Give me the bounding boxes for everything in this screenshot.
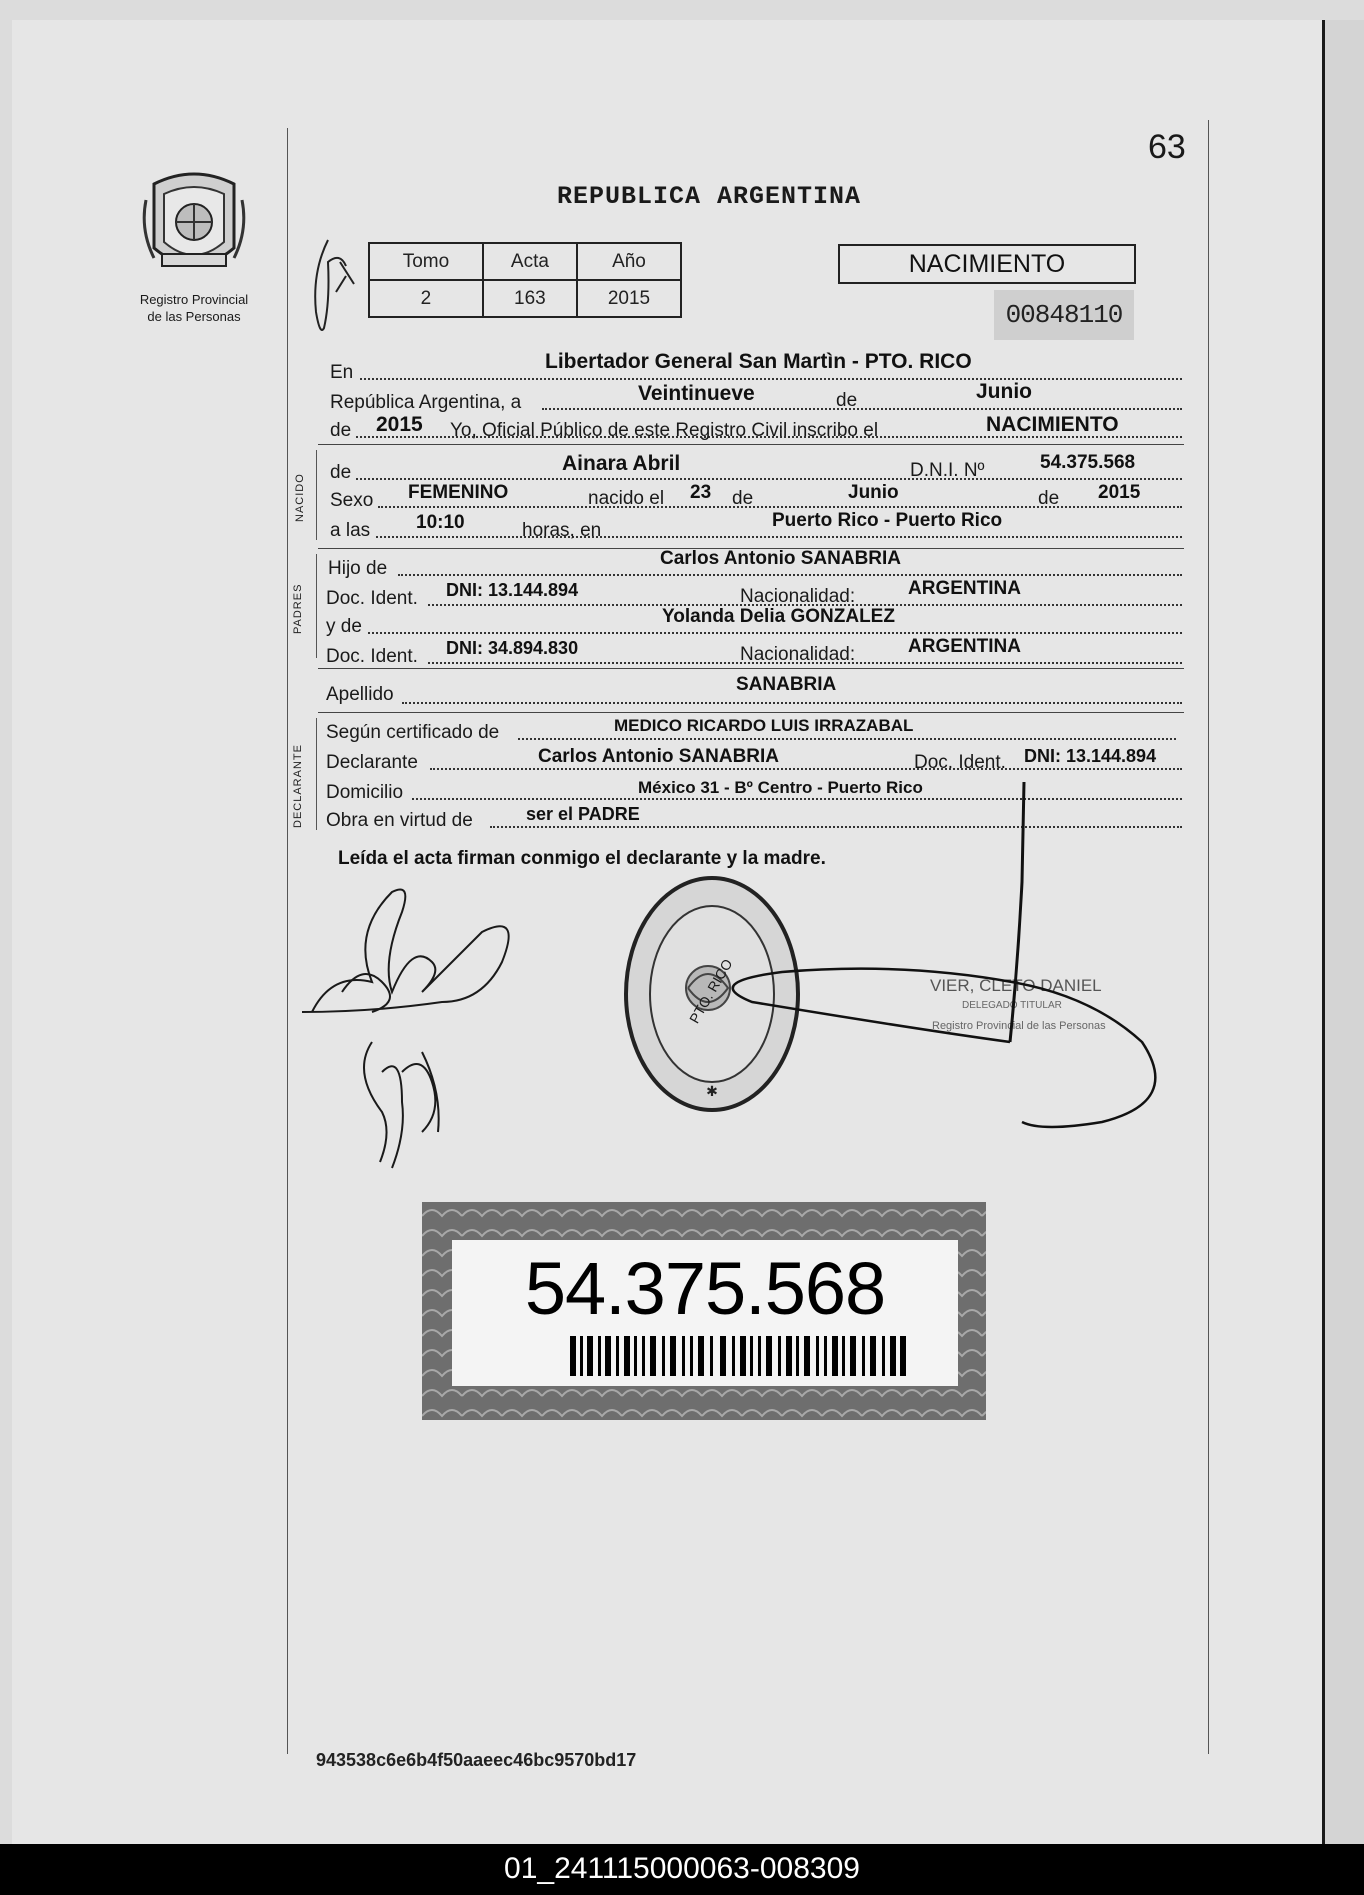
dotted-line	[376, 536, 1182, 538]
serial-number: 00848110	[1005, 300, 1123, 330]
birth-time-value: 10:10	[416, 512, 465, 533]
record-type: NACIMIENTO	[908, 250, 1066, 278]
document-hash: 943538c6e6b4f50aaeec46bc9570bd17	[316, 1750, 637, 1770]
horas-label: horas, en	[522, 520, 602, 541]
value-acta: 163	[483, 280, 577, 317]
dni-sticker	[422, 1202, 986, 1420]
header-tomo: Tomo	[369, 243, 483, 280]
officer-signature	[722, 782, 1172, 1132]
left-margin-line	[287, 128, 288, 1754]
officer-office: Registro Provincial de las Personas	[932, 1020, 1106, 1032]
dotted-line	[518, 738, 1176, 740]
nacido-de-label: de	[330, 462, 352, 483]
hijo-de-label: Hijo de	[328, 558, 388, 579]
declarant-signatures	[292, 872, 532, 1172]
section-divider	[318, 668, 1184, 669]
record-type-box	[838, 244, 1136, 284]
dotted-line	[356, 478, 1182, 480]
domicilio-value: México 31 - Bº Centro - Puerto Rico	[638, 778, 923, 797]
footer-id: 01_241115000063-008309	[504, 1852, 860, 1885]
adjacent-page-edge	[1322, 20, 1364, 1844]
right-margin-line	[1208, 120, 1209, 1754]
father-nationality-value: ARGENTINA	[908, 578, 1021, 599]
apellido-label: Apellido	[326, 684, 394, 705]
padres-section-label: PADRES	[292, 583, 304, 634]
province-emblem	[140, 170, 248, 288]
header-ano: Año	[577, 243, 681, 280]
father-doc-value: DNI: 13.144.894	[446, 580, 579, 600]
dotted-line	[368, 632, 1182, 634]
header-acta: Acta	[483, 243, 577, 280]
a-las-label: a las	[330, 520, 371, 541]
republica-label: República Argentina, a	[330, 392, 522, 413]
father-name-value: Carlos Antonio SANABRIA	[660, 548, 902, 569]
officer-title: DELEGADO TITULAR	[962, 1000, 1062, 1011]
nacido-el-label: nacido el	[588, 488, 665, 509]
closing-text: Leída el acta firman conmigo el declarante y la madre.	[338, 848, 826, 869]
value-ano: 2015	[577, 280, 681, 317]
y-de-label: y de	[326, 616, 362, 637]
nacido-section-label: NACIDO	[294, 473, 306, 522]
sticker-dni-number: 54.375.568	[524, 1247, 886, 1330]
day-words-value: Veintinueve	[638, 382, 755, 405]
dotted-line	[360, 378, 1182, 380]
initials-signature	[310, 232, 360, 338]
father-nationality-label: Nacionalidad:	[740, 586, 856, 607]
sex-value: FEMENINO	[408, 482, 509, 503]
child-name-value: Ainara Abril	[562, 452, 681, 475]
record-word-value: NACIMIENTO	[986, 413, 1119, 436]
father-doc-label: Doc. Ident.	[326, 588, 418, 609]
obra-value: ser el PADRE	[526, 804, 640, 824]
registry-label-line2: de las Personas	[147, 309, 241, 324]
section-bracket	[316, 554, 317, 658]
declarante-doc-label: Doc. Ident.	[914, 752, 1006, 773]
page-number: 63	[1148, 128, 1186, 166]
en-label: En	[330, 362, 354, 383]
apellido-value: SANABRIA	[736, 674, 837, 695]
dni-label: D.N.I. Nº	[910, 460, 985, 481]
declarante-doc-value: DNI: 13.144.894	[1024, 746, 1157, 766]
birth-year-value: 2015	[1098, 482, 1141, 503]
officer-text: Yo, Oficial Público de este Registro Civil inscribo el	[450, 420, 879, 441]
section-bracket	[316, 450, 317, 540]
seal-inner-text: PTO. RICO	[686, 956, 736, 1026]
place-value: Libertador General San Martìn - PTO. RICO	[545, 350, 972, 373]
sexo-label: Sexo	[330, 490, 374, 511]
certificado-label: Según certificado de	[326, 722, 500, 743]
declarante-section-label: DECLARANTE	[292, 744, 304, 828]
serial-number-box	[994, 290, 1134, 340]
svg-text:✱: ✱	[706, 1083, 718, 1099]
registry-label-line1: Registro Provincial	[139, 292, 249, 307]
country-title: REPUBLICA ARGENTINA	[557, 182, 862, 211]
dotted-line	[430, 768, 1182, 770]
de-label-3: de	[1038, 488, 1060, 509]
mother-doc-value: DNI: 34.894.830	[446, 638, 579, 658]
child-dni-value: 54.375.568	[1040, 452, 1136, 473]
year-prefix-label: de	[330, 420, 352, 441]
mother-name-value: Yolanda Delia GONZALEZ	[662, 606, 895, 627]
year-value: 2015	[376, 413, 423, 436]
section-bracket	[316, 718, 317, 830]
sticker-label	[452, 1240, 958, 1386]
value-tomo: 2	[369, 280, 483, 317]
obra-label: Obra en virtud de	[326, 810, 473, 831]
birth-place-value: Puerto Rico - Puerto Rico	[772, 510, 1003, 531]
section-divider	[318, 444, 1184, 445]
mother-nationality-label: Nacionalidad:	[740, 644, 856, 665]
footer-bar	[0, 1844, 1364, 1895]
section-divider	[318, 712, 1184, 713]
dotted-line	[378, 506, 1182, 508]
declarante-label: Declarante	[326, 752, 418, 773]
birth-day-value: 23	[690, 482, 712, 503]
barcode	[570, 1336, 906, 1376]
dotted-line	[402, 702, 1182, 704]
dotted-line	[398, 574, 1182, 576]
dotted-line	[542, 408, 1182, 410]
month-value: Junio	[976, 380, 1032, 403]
officer-name: VIER, CLETO DANIEL	[930, 976, 1102, 995]
de-label-2: de	[732, 488, 754, 509]
domicilio-label: Domicilio	[326, 782, 404, 803]
mother-nationality-value: ARGENTINA	[908, 636, 1021, 657]
registry-table	[368, 242, 682, 318]
birth-month-value: Junio	[848, 482, 899, 503]
declarante-name-value: Carlos Antonio SANABRIA	[538, 746, 780, 767]
certificado-value: MEDICO RICARDO LUIS IRRAZABAL	[614, 716, 914, 735]
de-label: de	[836, 390, 858, 411]
mother-doc-label: Doc. Ident.	[326, 646, 418, 667]
